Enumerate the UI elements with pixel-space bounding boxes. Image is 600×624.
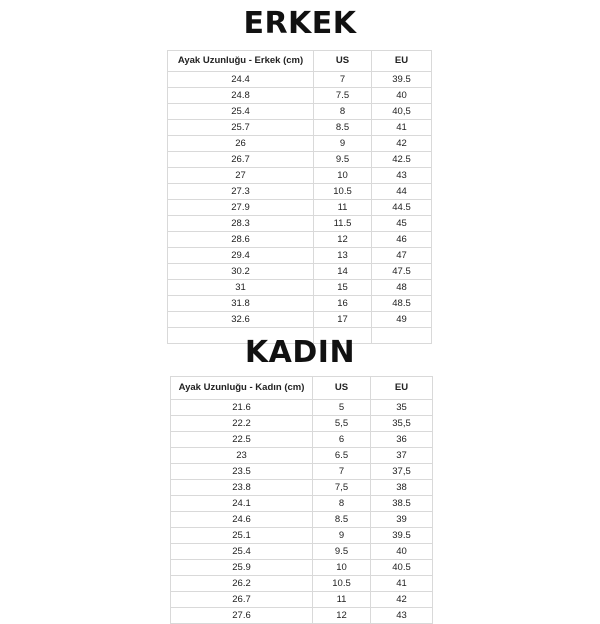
foot-length-cell: 27.6 [171,608,313,624]
us-size-cell: 5 [313,400,371,416]
us-size-cell: 16 [314,296,372,312]
foot-length-cell: 26 [168,136,314,152]
us-size-cell: 8 [313,496,371,512]
eu-size-cell: 44 [372,184,432,200]
eu-size-cell: 47.5 [372,264,432,280]
us-size-cell: 8.5 [314,120,372,136]
foot-length-cell: 25.1 [171,528,313,544]
column-header-foot-length: Ayak Uzunluğu - Kadın (cm) [171,377,313,400]
foot-length-cell: 23.5 [171,464,313,480]
eu-size-cell: 42 [372,136,432,152]
men-size-table [167,50,432,344]
eu-size-cell: 39 [371,512,433,528]
foot-length-cell: 29.4 [168,248,314,264]
foot-length-cell: 25.7 [168,120,314,136]
table-row [171,432,433,448]
eu-size-cell: 46 [372,232,432,248]
foot-length-cell: 23 [171,448,313,464]
table-row [168,152,432,168]
table-row [168,216,432,232]
eu-size-cell: 47 [372,248,432,264]
eu-size-cell: 40 [372,88,432,104]
table-row [171,528,433,544]
table-row [171,608,433,624]
us-size-cell: 10.5 [314,184,372,200]
table-row [171,416,433,432]
foot-length-cell: 32.6 [168,312,314,328]
us-size-cell: 17 [314,312,372,328]
foot-length-cell: 26.2 [171,576,313,592]
column-header-us: US [314,51,372,72]
eu-size-cell: 40 [371,544,433,560]
foot-length-cell: 22.5 [171,432,313,448]
us-size-cell: 12 [313,608,371,624]
us-size-cell: 11 [314,200,372,216]
table-row [168,120,432,136]
table-row [168,136,432,152]
foot-length-cell: 25.4 [168,104,314,120]
table-header-row [168,51,432,72]
eu-size-cell: 42 [371,592,433,608]
table-row [171,464,433,480]
table-row [168,184,432,200]
eu-size-cell: 36 [371,432,433,448]
eu-size-cell: 41 [372,120,432,136]
eu-size-cell: 40.5 [371,560,433,576]
foot-length-cell: 28.3 [168,216,314,232]
foot-length-cell: 24.1 [171,496,313,512]
foot-length-cell: 27.9 [168,200,314,216]
table-row [168,72,432,88]
eu-size-cell: 48.5 [372,296,432,312]
eu-size-cell: 35,5 [371,416,433,432]
eu-size-cell: 35 [371,400,433,416]
us-size-cell: 10.5 [313,576,371,592]
table-row [171,400,433,416]
us-size-cell: 9 [314,136,372,152]
eu-size-cell: 38.5 [371,496,433,512]
table-row [168,168,432,184]
eu-size-cell: 39.5 [371,528,433,544]
eu-size-cell: 45 [372,216,432,232]
us-size-cell: 10 [313,560,371,576]
us-size-cell: 9.5 [314,152,372,168]
eu-size-cell: 48 [372,280,432,296]
foot-length-cell: 25.9 [171,560,313,576]
foot-length-cell: 25.4 [171,544,313,560]
table-row [168,312,432,328]
table-row [168,280,432,296]
foot-length-cell: 26.7 [168,152,314,168]
table-row [171,560,433,576]
us-size-cell: 13 [314,248,372,264]
foot-length-cell: 21.6 [171,400,313,416]
foot-length-cell: 30.2 [168,264,314,280]
eu-size-cell: 43 [372,168,432,184]
eu-size-cell: 37,5 [371,464,433,480]
eu-size-cell: 38 [371,480,433,496]
us-size-cell: 7,5 [313,480,371,496]
us-size-cell: 8 [314,104,372,120]
foot-length-cell: 28.6 [168,232,314,248]
table-row [168,264,432,280]
women-size-title: KADIN [244,335,356,370]
us-size-cell: 14 [314,264,372,280]
us-size-cell: 9.5 [313,544,371,560]
table-row [171,496,433,512]
table-row [168,232,432,248]
us-size-cell: 5,5 [313,416,371,432]
us-size-cell: 7 [314,72,372,88]
table-row [168,200,432,216]
us-size-cell: 6 [313,432,371,448]
column-header-foot-length: Ayak Uzunluğu - Erkek (cm) [168,51,314,72]
us-size-cell: 8.5 [313,512,371,528]
foot-length-cell: 24.6 [171,512,313,528]
table-row [171,544,433,560]
foot-length-cell: 24.8 [168,88,314,104]
eu-size-cell: 37 [371,448,433,464]
eu-size-cell: 40,5 [372,104,432,120]
column-header-eu: EU [371,377,433,400]
foot-length-cell: 26.7 [171,592,313,608]
eu-size-cell: 44.5 [372,200,432,216]
eu-size-cell: 43 [371,608,433,624]
us-size-cell: 7 [313,464,371,480]
us-size-cell: 9 [313,528,371,544]
us-size-cell: 12 [314,232,372,248]
eu-size-cell: 49 [372,312,432,328]
foot-length-cell: 24.4 [168,72,314,88]
table-row [171,512,433,528]
table-row [168,296,432,312]
foot-length-cell: 31 [168,280,314,296]
us-size-cell: 10 [314,168,372,184]
us-size-cell: 7.5 [314,88,372,104]
column-header-eu: EU [372,51,432,72]
eu-size-cell: 42.5 [372,152,432,168]
foot-length-cell: 27.3 [168,184,314,200]
eu-size-cell: 41 [371,576,433,592]
table-row [171,576,433,592]
foot-length-cell: 23.8 [171,480,313,496]
foot-length-cell: 22.2 [171,416,313,432]
men-size-title: ERKEK [243,6,357,41]
table-row [168,104,432,120]
us-size-cell: 6.5 [313,448,371,464]
us-size-cell: 11 [313,592,371,608]
table-row [168,248,432,264]
table-row [168,88,432,104]
foot-length-cell: 31.8 [168,296,314,312]
table-row [171,480,433,496]
eu-size-cell: 39.5 [372,72,432,88]
us-size-cell: 11.5 [314,216,372,232]
table-header-row [171,377,433,400]
us-size-cell: 15 [314,280,372,296]
table-row [171,448,433,464]
foot-length-cell: 27 [168,168,314,184]
women-size-table [170,376,433,624]
column-header-us: US [313,377,371,400]
